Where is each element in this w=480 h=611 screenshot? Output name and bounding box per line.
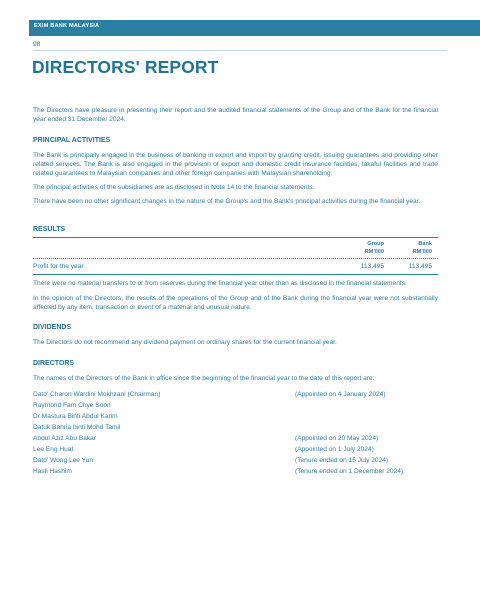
page-title: DIRECTORS' REPORT [32,57,219,77]
results-row-label: Profit for the year [33,263,84,270]
page-number: 98 [33,41,41,48]
header-divider [33,50,447,51]
principal-activities-paragraph-3: There have been no other significant changes in the nature of the Group's and the Bank's principal activities during the financial year. [33,198,421,205]
group-unit: RM'000 [364,249,384,255]
director-name: Abdul Aziz Abu Bakar [33,435,97,442]
intro-paragraph: The Directors have pleasure in presenting their report and the audited financial statements of the Group and of the Bank for the financial year ended 31 December 2024. [33,107,438,124]
bank-unit: RM'000 [412,249,432,255]
director-name: Dato' Wong Lee Yun [33,457,94,464]
dividends-paragraph: The Directors do not recommend any dividend payment on ordinary shares for the current financial year. [33,339,337,346]
results-top-rule [33,237,438,238]
principal-activities-paragraph-2: The principal activities of the subsidiaries are as disclosed in Note 14 to the financial statements. [33,184,315,191]
directors-intro: The names of the Directors of the Bank in office since the beginning of the financial year to the date of this report are: [33,375,375,382]
results-group-value: 113,495 [360,263,384,270]
results-bottom-rule [33,274,438,275]
results-divider [33,258,438,259]
results-bank-column-header [393,240,432,256]
bank-label: Bank [418,241,432,247]
results-group-column-header [345,240,384,256]
group-label: Group [367,241,384,247]
directors-heading: DIRECTORS [33,360,75,367]
results-heading: RESULTS [33,226,66,233]
director-note: (Tenure ended on 15 July 2024) [295,457,389,464]
principal-activities-paragraph-1: The Bank is principally engaged in the business of banking in export and import by granting credit, issuing guarantees and providing other related services. The Bank is also engaged in the provision of export and domestic credit insurance facilities, takaful facilities and trade related guarantees to Malaysian companies and other foreign companies with Malaysian shareholding. [33,152,438,178]
results-paragraph-1: There were no material transfers to or from reserves during the financial year other than as disclosed in the financial statements. [33,280,407,287]
dividends-heading: DIVIDENDS [33,324,72,331]
results-paragraph-2: In the opinion of the Directors, the results of the operations of the Group and of the Bank during the financial year were not substantially affected by any item, transaction or event of a material and unusual nature. [33,295,438,312]
director-name: Dato' Charon Wardini Mokhzani (Chairman) [33,391,161,398]
director-note: (Appointed on 1 July 2024) [295,446,374,453]
header-band-text: EXIM BANK MALAYSIA [34,23,100,29]
director-name: Hasli Hashim [33,468,72,475]
director-name: Datuk Bahria binti Mohd Tamil [33,424,121,431]
director-name: Dr Mastura Binti Abdul Karim [33,413,118,420]
director-note: (Appointed on 20 May 2024) [295,435,379,442]
principal-activities-heading: PRINCIPAL ACTIVITIES [33,137,111,144]
results-bank-value: 113,495 [408,263,432,270]
director-note: (Tenure ended on 1 December 2024) [295,468,404,475]
director-name: Lee Eng Huat [33,446,74,453]
director-name: Raymond Fam Chye Soon [33,402,111,409]
director-note: (Appointed on 4 January 2024) [295,391,386,398]
